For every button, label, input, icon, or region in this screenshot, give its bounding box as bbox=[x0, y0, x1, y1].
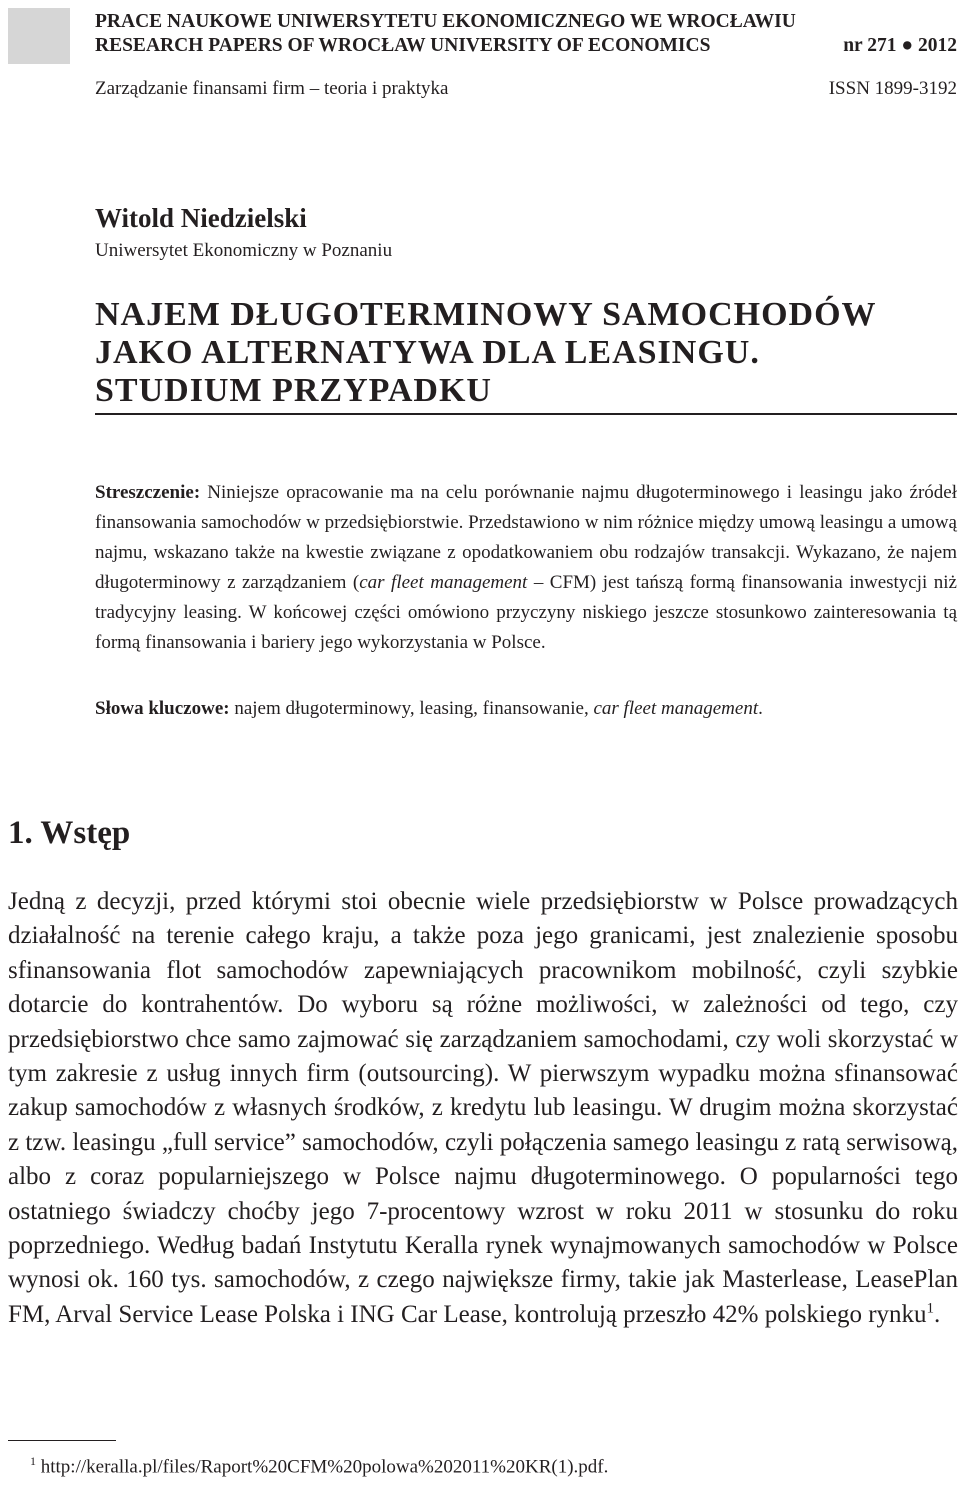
keywords-term: car fleet management bbox=[593, 698, 759, 719]
body-text: Jedną z decyzji, przed którymi stoi obecnie wiele przedsiębiorstw w Polsce prowadzących działalność na terenie całego kraju, a także poza jego granicami, jest znalezienie sposobu sfinansowania flot samochodów zapewniających pracownikom mobilność, czyli szybkie dotarcie do kontrahentów. Do wyboru są różne możliwości, w zależności od tego, czy przedsiębiorstwo chce samo zajmować się zarządzaniem samochodami, czy woli skorzystać w tym zakresie z usług innych firm (outsourcing). W pierwszym wypadku można sfinansować zakup samochodów z własnych środków, z kredytu lub leasingu. W drugim można skorzystać z tzw. leasingu „full service” samochodów, czyli połączenia samego leasingu z ratą serwisową, albo z coraz popularniejszego w Polsce najmu długoterminowego. O popularności tego ostatniego świadczy choćby jego 7-procentowy wzrost w roku 2011 w stosunku do roku poprzedniego. Według badań Instytutu Keralla rynek wynajmowanych samochodów w Polsce wynosi ok. 160 tys. samochodów, z czego największe firmy, takie jak Masterlease, LeasePlan FM, Arval Service Lease Polska i ING Car Lease, kontrolują przeszło 42% polskiego rynku bbox=[8, 888, 958, 1328]
keywords-label: Słowa kluczowe: bbox=[95, 698, 230, 719]
footnote bbox=[30, 1454, 608, 1478]
series-line bbox=[95, 78, 957, 100]
author-name: Witold Niedzielski bbox=[95, 203, 307, 233]
journal-name-en: RESEARCH PAPERS OF WROCŁAW UNIVERSITY OF ECONOMICS bbox=[95, 35, 711, 56]
author-affiliation: Uniwersytet Ekonomiczny w Poznaniu bbox=[95, 240, 393, 261]
footnote-ref[interactable]: 1 bbox=[926, 1300, 935, 1317]
footnote-divider bbox=[8, 1440, 116, 1441]
title-divider bbox=[95, 413, 957, 415]
keywords bbox=[95, 694, 957, 724]
keywords-text: najem długoterminowy, leasing, finansowanie, bbox=[229, 698, 594, 719]
title-line-1: NAJEM DŁUGOTERMINOWY SAMOCHODÓW bbox=[95, 296, 877, 333]
abstract-text-b: – CFM) jest tańszą formą finansowania inwestycji niż tradycyjny leasing. W końcowej części omówiono przyczyny niskiego jeszcze stosunkowo zainteresowania tą formą finansowania i bariery jego wykorzystania w Polsce. bbox=[95, 572, 957, 653]
journal-name-pl: PRACE NAUKOWE UNIWERSYTETU EKONOMICZNEGO WE WROCŁAWIU bbox=[95, 11, 796, 32]
issn: ISSN 1899-3192 bbox=[828, 78, 957, 99]
footnote-number: 1 bbox=[30, 1454, 36, 1468]
title-line-2: JAKO ALTERNATYWA DLA LEASINGU. bbox=[95, 334, 760, 371]
body-paragraph bbox=[8, 885, 958, 1332]
abstract bbox=[95, 478, 957, 658]
series-title: Zarządzanie finansami firm – teoria i praktyka bbox=[95, 78, 449, 99]
abstract-term: car fleet management bbox=[359, 572, 528, 593]
issue-number: nr 271 ● 2012 bbox=[843, 35, 957, 56]
journal-header bbox=[95, 10, 957, 58]
header-gray-block bbox=[8, 8, 70, 64]
body-end: . bbox=[934, 1300, 941, 1328]
section-heading: 1. Wstęp bbox=[8, 815, 131, 851]
keywords-end: . bbox=[758, 698, 763, 719]
abstract-label: Streszczenie: bbox=[95, 482, 201, 503]
paper-title bbox=[95, 296, 877, 410]
title-line-3: STUDIUM PRZYPADKU bbox=[95, 372, 492, 409]
footnote-text: http://keralla.pl/files/Raport%20CFM%20polowa%202011%20KR(1).pdf. bbox=[36, 1456, 609, 1478]
abstract-text-a: Niniejsze opracowanie ma na celu porównanie najmu długoterminowego i leasingu jako źródeł finansowania samochodów w przedsiębiorstwie. Przedstawiono w nim różnice między umową leasingu a umową najmu, wskazano także na kwestie związane z opodatkowaniem obu rodzajów transakcji. Wykazano, że najem długoterminowy z zarządzaniem ( bbox=[95, 482, 957, 593]
